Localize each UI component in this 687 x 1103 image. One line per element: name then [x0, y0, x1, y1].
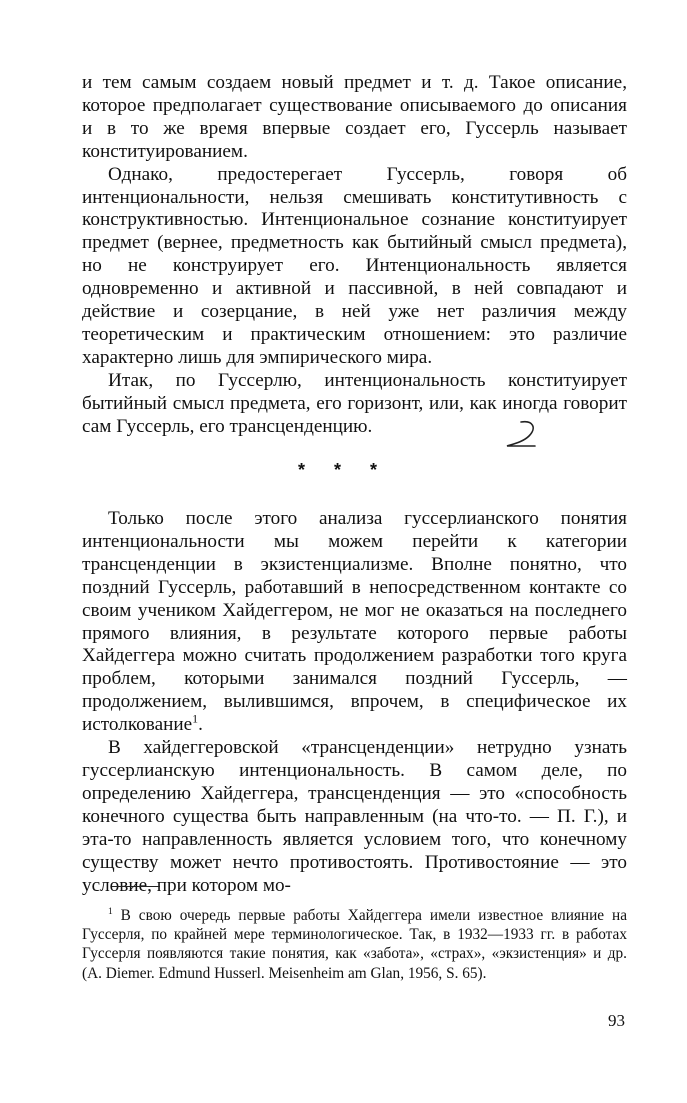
- paragraph: В хайдеггеровской «трансценденции» нетрудно узнать гуссерлианскую интенциональность. В самом деле, по определению Хайдеггера, трансценденция — это «способность конечного существа быть направленным (на что-то. — П. Г.), и эта-то направленность является условием того, что конечному существу может нечто противостоять. Противостояние — это условие, при котором мо-: [82, 737, 627, 896]
- paragraph: Итак, по Гуссерлю, интенциональность конституирует бытийный смысл предмета, его горизонт, или, как иногда говорит сам Гуссерль, его трансценденцию.: [82, 369, 627, 437]
- footnote-text: В свою очередь первые работы Хайдеггера имели известное влияние на Гуссерля, по крайней мере терминологическое. Так, в 1932—1933 гг. в работах Гуссерля появляются такие понятия, как «забота», «страх», «экзистенция» и др. (A. Diemer. Edmund Husserl. Meisenheim am Glan, 1956, S. 65).: [82, 907, 627, 982]
- paragraph-text: Только после этого анализа гуссерлианского понятия интенциональности мы можем перейти к категории трансценденции в экзистенциализме. Вполне понятно, что поздний Гуссерль, работавший в непосредственном контакте со своим учеником Хайдеггером, не мог не оказаться на последнего прямого влияния, в результате которого первые работы Хайдеггера можно считать продолжением разработки того круга проблем, которыми занимался поздний Гуссерль, — продолжением, вылившимся, впрочем, в специфическое их истолкование: [82, 508, 627, 736]
- section-separator: * * *: [297, 460, 390, 480]
- footnote-reference: 1: [192, 711, 199, 726]
- paragraph: Только после этого анализа гуссерлианского понятия интенциональности мы можем перейти к категории трансценденции в экзистенциализме. Вполне понятно, что поздний Гуссерль, работавший в непосредственном контакте со своим учеником Хайдеггером, не мог не оказаться на последнего прямого влияния, в результате которого первые работы Хайдеггера можно считать продолжением разработки того круга проблем, которыми занимался поздний Гуссерль, — продолжением, вылившимся, впрочем, в специфическое их истолкование$^1$.: [82, 508, 627, 736]
- text-block-upper: [82, 72, 627, 439]
- paragraph: Однако, предостерегает Гуссерль, говоря об интенциональности, нельзя смешивать конститутивность с конструктивностью. Интенциональное сознание конституирует предмет (вернее, предметность как бытийный смысл предмета), но не конструирует его. Интенциональность является одновременно и активной и пассивной, в ней совпадают и действие и созерцание, в ней уже нет различия между теоретическим и практическим отношением: это различие характерно лишь для эмпирического мира.: [82, 163, 627, 368]
- paragraph: и тем самым создаем новый предмет и т. д. Такое описание, которое предполагает существование описываемого до описания и в то же время впервые создает его, Гуссерль называет конституированием.: [82, 72, 627, 162]
- page-number: 93: [608, 1011, 625, 1030]
- text-block-lower: [82, 508, 627, 897]
- footnote: [82, 906, 627, 983]
- handwritten-mark-icon: [499, 418, 541, 450]
- footnote-divider: [112, 886, 160, 887]
- footnote-marker: 1: [108, 906, 113, 917]
